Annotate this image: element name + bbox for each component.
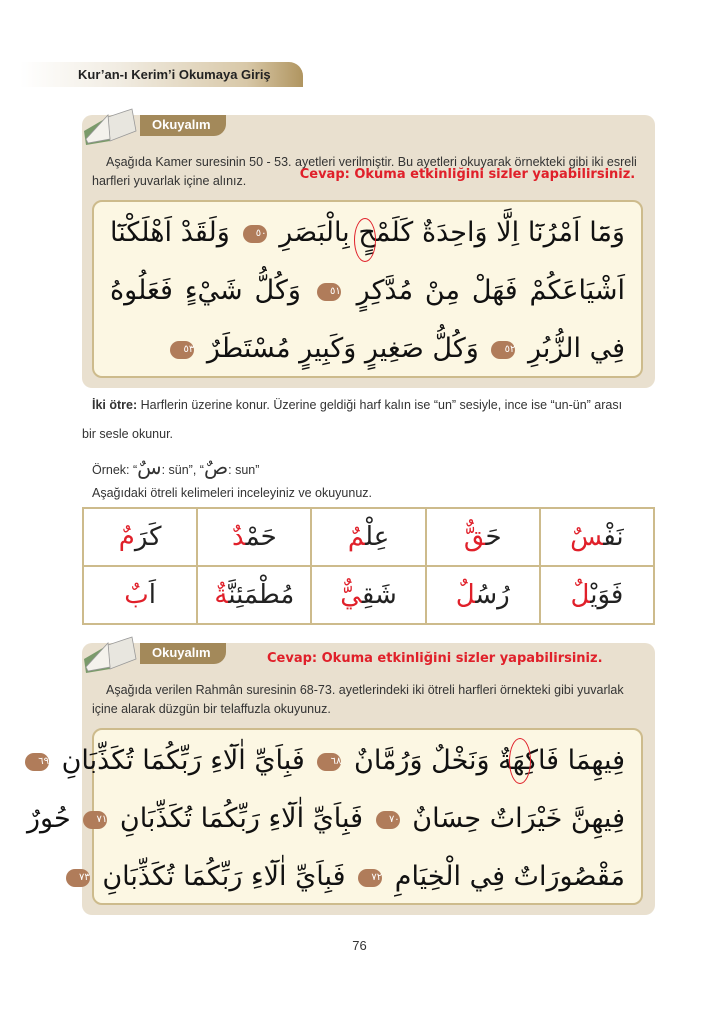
- words-table: [82, 507, 655, 625]
- ayah-marker: ٧١: [83, 811, 107, 829]
- instruction-line: Aşağıda verilen Rahmân suresinin 68-73. ayetlerindeki iki ötreli harfleri örnekteki gibi yuvarlak: [106, 683, 624, 697]
- word-ending: قٌّ: [463, 522, 486, 552]
- ayah-marker: ٦٩: [25, 753, 49, 771]
- instruction: [92, 681, 643, 719]
- verse-line: [38, 732, 625, 790]
- ayah-marker: ٥٢: [491, 341, 515, 359]
- section-label: Okuyalım: [140, 643, 226, 664]
- verse-line: [78, 848, 625, 906]
- ayah-marker: ٥٣: [170, 341, 194, 359]
- word-ending: سٌ: [570, 522, 604, 552]
- verse-text: وَكُلُّ شَيْءٍ فَعَلُوهُ: [110, 275, 301, 306]
- word-cell: [197, 566, 311, 624]
- word-ending: ةٌ: [214, 580, 229, 610]
- example-letter: صٌ: [203, 457, 229, 479]
- section-label: Okuyalım: [140, 115, 226, 136]
- word-ending: دٌ: [231, 522, 246, 552]
- term: İki ötre:: [92, 398, 138, 412]
- verse-text: فَبِاَيِّ اٰلَٓاءِ رَبِّكُمَا تُكَذِّبَانِ: [102, 861, 346, 892]
- ayah-marker: ٥١: [317, 283, 341, 301]
- ayah-marker: ٥٠: [243, 225, 267, 243]
- example-text: : sün”, “: [161, 463, 204, 477]
- verse-text: وَلَقَدْ اَهْلَكْنَٓا: [110, 217, 230, 248]
- table-row: [83, 508, 654, 566]
- word-ending: لٌ: [455, 580, 476, 610]
- explanation-text: Harflerin üzerine konur. Üzerine geldiği harf kalın ise “un” sesiyle, ince ise “un-ün” arası: [137, 398, 623, 412]
- word-cell: [426, 566, 540, 624]
- word-cell: [426, 508, 540, 566]
- word-ending: مٌ: [347, 522, 366, 552]
- word-cell: [83, 566, 197, 624]
- ayah-marker: ٧٠: [376, 811, 400, 829]
- explanation-paragraph: [92, 398, 652, 412]
- word-base: رُسُ: [475, 580, 510, 610]
- ayah-marker: ٧٣: [66, 869, 90, 887]
- word-base: حَمْ: [245, 522, 277, 552]
- example-line: [92, 455, 259, 480]
- verse-text: اَشْيَاعَكُمْ فَهَلْ مِنْ مُدَّكِرٍ: [356, 275, 625, 306]
- example-circle-mark: [509, 738, 531, 784]
- word-base: اَ: [148, 580, 156, 610]
- verse-text: حُورٌ: [26, 803, 71, 834]
- word-base: كَرَ: [134, 522, 162, 552]
- answer-note: Cevap: Okuma etkinliğini sizler yapabilirsiniz.: [299, 167, 636, 182]
- word-cell: [311, 566, 425, 624]
- reading-activity-2: [26, 643, 655, 915]
- ayah-marker: ٧٢: [358, 869, 382, 887]
- example-letter: سٌ: [137, 457, 162, 479]
- instruction-line: Aşağıda Kamer suresinin 50 - 53. ayetleri verilmiştir. Bu ayetleri okuyarak örnekteki gibi iki esreli: [106, 155, 637, 169]
- word-ending: مٌ: [118, 522, 135, 552]
- verse-text: فَبِاَيِّ اٰلَٓاءِ رَبِّكُمَا تُكَذِّبَانِ: [61, 745, 305, 776]
- word-cell: [83, 508, 197, 566]
- word-base: فَوَيْ: [590, 580, 624, 610]
- instruction-line: içine alarak düzgün bir telaffuzla okuyunuz.: [92, 702, 331, 716]
- verse-box: [26, 728, 643, 905]
- verse-line: [110, 320, 625, 378]
- verse-text: فِي الزُّبُرِ: [527, 333, 625, 364]
- open-book-icon: [80, 101, 140, 145]
- example-text: : sun”: [228, 463, 260, 477]
- verse-line: [110, 262, 625, 320]
- verse-text: فِيهِنَّ خَيْرَاتٌ حِسَانٌ: [412, 803, 625, 834]
- ayah-marker: ٦٨: [317, 753, 341, 771]
- verse-text: فَبِاَيِّ اٰلَٓاءِ رَبِّكُمَا تُكَذِّبَانِ: [119, 803, 364, 834]
- page-number: 76: [352, 938, 367, 953]
- chapter-title: Kur’an-ı Kerim’i Okumaya Giriş: [78, 67, 271, 82]
- instruction: [92, 153, 643, 191]
- explanation-text: bir sesle okunur.: [82, 427, 174, 441]
- verse-text: وَكُلُّ صَغِيرٍ وَكَبِيرٍ مُسْتَطَرٌ: [206, 333, 479, 364]
- chapter-header: [20, 62, 303, 87]
- word-cell: [197, 508, 311, 566]
- instruction-line: harfleri yuvarlak içine alınız.: [92, 174, 247, 188]
- reading-activity-1: [82, 115, 655, 388]
- word-base: عِلْ: [365, 522, 390, 552]
- answer-note: Cevap: Okuma etkinliğini sizler yapabilirsiniz.: [267, 651, 603, 666]
- verse-line: [26, 790, 625, 848]
- verse-text: وَمَٓا اَمْرُنَٓا اِلَّا وَاحِدَةٌ كَلَمْحٍ بِالْبَصَرِ: [279, 217, 625, 248]
- verse-text: مَقْصُورَاتٌ فِي الْخِيَامِ: [394, 861, 625, 892]
- open-book-icon: [80, 629, 140, 673]
- word-base: نَفْ: [603, 522, 624, 552]
- word-cell: [311, 508, 425, 566]
- word-base: مُطْمَئِنَّ: [228, 580, 295, 610]
- verse-text: فِيهِمَا فَاكِهَةٌ وَنَخْلٌ وَرُمَّانٌ: [353, 745, 625, 776]
- word-cell: [540, 508, 654, 566]
- word-ending: يٌّ: [340, 580, 362, 610]
- word-ending: بٌ: [124, 580, 149, 610]
- word-cell: [540, 566, 654, 624]
- word-base: شَقِ: [361, 580, 397, 610]
- example-text: Örnek: “: [92, 463, 138, 477]
- word-ending: لٌ: [570, 580, 591, 610]
- word-base: حَ: [485, 522, 502, 552]
- example-circle-mark: [354, 218, 376, 262]
- table-row: [83, 566, 654, 624]
- table-intro: Aşağıdaki ötreli kelimeleri inceleyiniz ve okuyunuz.: [92, 486, 372, 500]
